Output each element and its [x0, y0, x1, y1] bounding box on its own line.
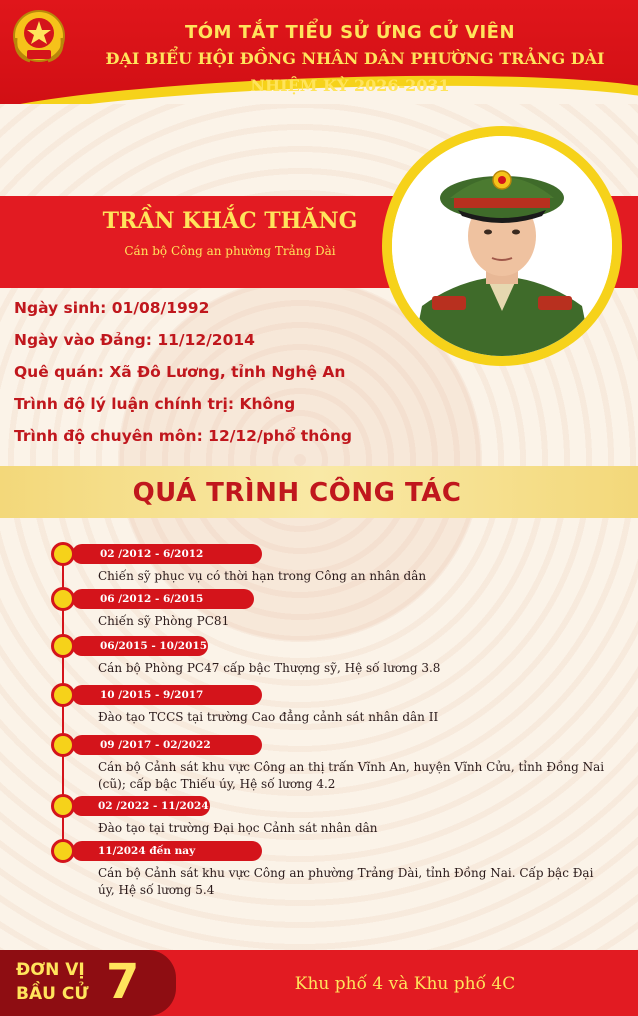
header-title: TÓM TẮT TIỂU SỬ ỨNG CỬ VIÊN — [184, 22, 516, 43]
timeline-period: 02 /2022 - 11/2024 — [72, 796, 210, 816]
header-term: NHIỆM KỲ 2026-2031 — [250, 76, 450, 95]
footer-area: Khu phố 4 và Khu phố 4C — [294, 974, 516, 994]
timeline-period: 11/2024 đến nay — [72, 841, 262, 861]
timeline-period: 02 /2012 - 6/2012 — [72, 544, 262, 564]
timeline-desc: Đào tạo tại trường Đại học Cảnh sát nhân dân — [98, 821, 378, 835]
timeline-desc: Cán bộ Cảnh sát khu vực Công an phường Trảng Dài, tỉnh Đồng Nai. Cấp bậc Đại úy, Hệ số lương 5.4 — [98, 866, 594, 897]
timeline-desc: Cán bộ Phòng PC47 cấp bậc Thượng sỹ, Hệ số lương 3.8 — [98, 661, 441, 675]
timeline-desc: Chiến sỹ Phòng PC81 — [98, 614, 230, 628]
timeline-period: 06/2015 - 10/2015 — [72, 636, 208, 656]
timeline-desc: Đào tạo TCCS tại trường Cao đẳng cảnh sát nhân dân II — [98, 710, 439, 724]
info-political-level: Trình độ lý luận chính trị: Không — [14, 395, 296, 413]
timeline-dot — [51, 683, 75, 707]
candidate-name: TRẦN KHẮC THĂNG — [102, 208, 358, 234]
footer-unit-number: 7 — [106, 954, 140, 1010]
portrait-illustration — [392, 136, 612, 356]
timeline-period: 10 /2015 - 9/2017 — [72, 685, 262, 705]
info-birthdate: Ngày sinh: 01/08/1992 — [14, 299, 210, 317]
info-education: Trình độ chuyên môn: 12/12/phổ thông — [14, 427, 353, 445]
timeline-dot — [51, 794, 75, 818]
timeline-desc: Chiến sỹ phục vụ có thời hạn trong Công an nhân dân — [98, 569, 427, 583]
timeline-dot — [51, 587, 75, 611]
timeline-dot — [51, 839, 75, 863]
timeline-period: 09 /2017 - 02/2022 — [72, 735, 262, 755]
timeline-dot — [51, 634, 75, 658]
section-title: QUÁ TRÌNH CÔNG TÁC — [132, 478, 462, 508]
timeline-period: 06 /2012 - 6/2015 — [72, 589, 254, 609]
info-party-date: Ngày vào Đảng: 11/12/2014 — [14, 331, 255, 349]
info-hometown: Quê quán: Xã Đô Lương, tỉnh Nghệ An — [14, 363, 346, 381]
timeline-desc: Cán bộ Cảnh sát khu vực Công an thị trấn Vĩnh An, huyện Vĩnh Cửu, tỉnh Đồng Nai (cũ); cấp bậc Thiếu úy, Hệ số lương 4.2 — [98, 760, 605, 791]
footer-election-label: BẦU CỬ — [16, 984, 89, 1004]
footer-unit-label: ĐƠN VỊ — [16, 960, 85, 980]
header-subtitle: ĐẠI BIỂU HỘI ĐỒNG NHÂN DÂN PHƯỜNG TRẢNG DÀI — [105, 49, 605, 68]
timeline-dot — [51, 733, 75, 757]
candidate-portrait — [392, 136, 612, 356]
timeline-dot — [51, 542, 75, 566]
candidate-role: Cán bộ Công an phường Trảng Dài — [124, 244, 336, 258]
national-emblem-icon — [10, 8, 68, 68]
